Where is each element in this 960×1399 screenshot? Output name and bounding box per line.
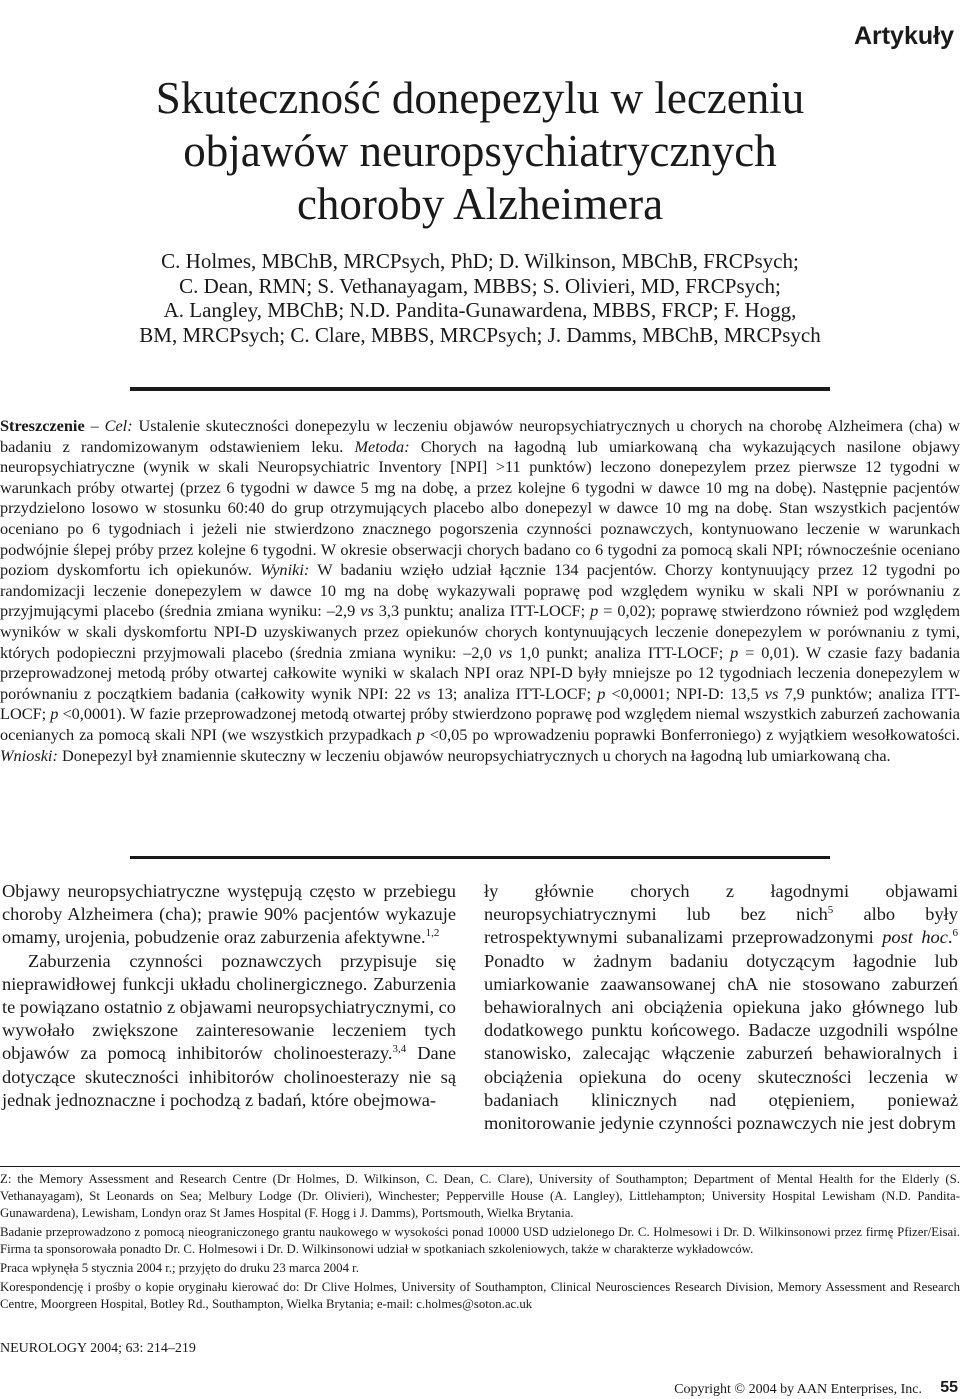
footnote-funding: Badanie przeprowadzono z pomocą nieograniczonego grantu naukowego w wysokości ponad 10000 USD udzielonego Dr. C. Holmesowi i Dr. D. Wilkinsonowi przez firmę Pfizer/Eisai. Firma ta sponsorowała ponadto Dr. C. Holmesowi i Dr. D. Wilkinsonowi udział w spotkaniach szkoleniowych, także w charakterze wykładowców. <box>0 1225 960 1256</box>
results-text: <0,0001). W fazie przeprowadzonej metodą otwartej próby stwierdzono poprawę pod względem niemal wszystkich zaburzeń zachowania ocenianych za pomocą skali NPI (we wszystkich przypadkach <box>0 704 960 744</box>
results-text: 1,0 punkt; analiza ITT-LOCF; <box>512 642 731 662</box>
author-line: BM, MRCPsych; C. Clare, MBBS, MRCPsych; J. Damms, MBChB, MRCPsych <box>139 322 821 347</box>
results-text: 13; analiza ITT-LOCF; <box>430 683 598 703</box>
author-line: C. Dean, RMN; S. Vethanayagam, MBBS; S. Olivieri, MD, FRCPsych; <box>179 273 781 298</box>
body-paragraph <box>2 880 456 950</box>
body-column-left <box>2 880 456 1112</box>
p-italic: p <box>730 642 739 662</box>
title-line: objawów neuropsychiatrycznych <box>183 126 777 176</box>
author-list <box>60 249 900 347</box>
p-italic: p <box>597 683 606 703</box>
aim-text: Ustalenie skuteczności donepezylu w leczeniu objawów neuropsychiatrycznych u chorych na chorobę Alzheimera (cha) w badaniu z randomizowanym odstawieniem leku. <box>0 416 960 456</box>
p-italic: p <box>416 724 425 744</box>
reference-mark[interactable]: 3,4 <box>392 1043 407 1056</box>
body-text: ły głównie chorych z łagodnymi objawami neuropsychiatrycznymi lub bez nich <box>484 881 958 925</box>
conclusions-text: Donepezyl był znamiennie skuteczny w leczeniu objawów neuropsychiatrycznych u chorych na łagodną lub umiarkowaną cha. <box>57 745 891 765</box>
method-text: Chorych na łagodną lub umiarkowaną cha wykazujących nasilone objawy neuropsychiatryczne (wynik w skali Neuropsychiatric Inventory [NPI] >11 punktów) leczono donepezylem przez pierwsze 12 tygodni w warunkach próby otwartej (przez 6 tygodni w dawce 5 mg na dobę, a przez kolejne 6 tygodni w dawce 10 mg na dobę). Następnie pacjentów przydzielono losowo w stosunku 60:40 do grup otrzymujących placebo albo donepezyl w dawce 10 mg na dobę. Stan wszystkich pacjentów oceniano po 6 tygodniach i jeżeli nie stwierdzono znacznego pogorszenia czynności poznawczych, kontynuowano leczenie w warunkach podwójnie ślepej próby przez kolejne 6 tygodni. W okresie obserwacji chorych badano co 6 tygodni za pomocą skali NPI; równocześnie oceniano poziom dyskomfortu ich opiekunów. <box>0 436 960 580</box>
footnote-affiliations: Z: the Memory Assessment and Research Centre (Dr Holmes, D. Wilkinson, C. Dean, C. Clare), University of Southampton; Department of Mental Health for the Elderly (S. Vethanayagam), St Leonards on Sea; Melbury Lodge (Dr. Olivieri), Winchester; Pepperville House (A. Langley), Littlehampton; University Hospital Lewisham (N.D. Pandita-Gunawardena), Lewisham, Londyn oraz St James Hospital (F. Hogg i J. Damms), Portsmouth, Wielka Brytania. <box>0 1172 960 1220</box>
copyright-notice: Copyright © 2004 by AAN Enterprises, Inc. <box>674 1382 922 1397</box>
body-text: Objawy neuropsychiatryczne występują często w przebiegu choroby Alzheimera (cha); prawie 90% pacjentów wykazuje omamy, urojenia, pobudzenie oraz zaburzenia afektywne. <box>2 881 456 948</box>
body-italic: post hoc <box>882 927 948 948</box>
author-line: A. Langley, MBChB; N.D. Pandita-Gunawardena, MBBS, FRCP; F. Hogg, <box>163 298 797 322</box>
method-label: Metoda: <box>354 436 410 456</box>
footnote-dates: Praca wpłynęła 5 stycznia 2004 r.; przyjęto do druku 23 marca 2004 r. <box>0 1261 359 1275</box>
results-text: 7,9 punktów; analiza ITT-LOCF; <box>0 683 960 724</box>
title-line: Skuteczność donepezylu w leczeniu <box>155 73 805 123</box>
results-text: <0,0001; NPI-D: 13,5 <box>605 683 765 703</box>
footnotes <box>0 1171 960 1315</box>
divider-bottom <box>130 856 830 859</box>
body-text: Zaburzenia czynności poznawczych przypisuje się nieprawidłowej funkcji układu cholinergicznego. Zaburzenia te powiązano ostatnio z objawami neuropsychiatrycznymi, co wywołało zwiększone zainteresowanie leczeniem tych objawów za pomocą inhibitorów cholinoesterazy. <box>2 950 457 1064</box>
body-paragraph <box>484 880 958 1135</box>
author-line: C. Holmes, MBChB, MRCPsych, PhD; D. Wilkinson, MBChB, FRCPsych; <box>161 249 799 273</box>
title-line: choroby Alzheimera <box>296 179 664 229</box>
vs-italic: vs <box>498 642 513 662</box>
abstract: Streszczenie – Cel: Ustalenie skuteczności donepezylu w leczeniu objawów neuropsychiatrycznych u chorych na chorobę Alzheimera (cha) w badaniu z randomizowanym odstawieniem leku. Metoda: Chorych na łagodną lub umiarkowaną cha wykazujących nasilone objawy neuropsychiatryczne (wynik w skali Neuropsychiatric Inventory [NPI] >11 punktów) leczono donepezylem przez pierwsze 12 tygodni w warunkach próby otwartej (przez 6 tygodni w dawce 5 mg na dobę, a przez kolejne 6 tygodni w dawce 10 mg na dobę). Następnie pacjentów przydzielono losowo w stosunku 60:40 do grup otrzymujących placebo albo donepezyl w dawce 10 mg na dobę. Stan wszystkich pacjentów oceniano po 6 tygodniach i jeżeli nie stwierdzono znacznego pogorszenia czynności poznawczych, kontynuowano leczenie w warunkach podwójnie ślepej próby przez kolejne 6 tygodni. W okresie obserwacji chorych badano co 6 tygodni za pomocą skali NPI; równocześnie oceniano poziom dyskomfortu ich opiekunów. Wyniki: W badaniu wzięło udział łącznie 134 pacjentów. Chorzy kontynuujący przez 12 tygodni po randomizacji leczenie donepezylem w dawce 10 mg na dobę wykazywali poprawę pod względem wyniku w skali NPI w porównaniu z przyjmującymi placebo (średnia zmiana wyniku: –2,9 vs 3,3 punktu; analiza ITT-LOCF; p = 0,02); poprawę stwierdzono również pod względem wyników w skali dyskomfortu NPI-D uzyskiwanych przez opiekunów chorych kontynuujących leczenie donepezylem w porównaniu z tymi, których podopieczni przyjmowali placebo (średnia zmiana wyniku: –2,0 vs 1,0 punkt; analiza ITT-LOCF; p = 0,01). W czasie fazy badania przeprowadzonej metodą próby otwartej całkowite wyniki w skalach NPI oraz NPI-D były mniejsze po 12 tygodniach leczenia donepezylem w porównaniu z początkiem badania (całkowity wynik NPI: 22 vs 13; analiza ITT-LOCF; p <0,0001; NPI-D: 13,5 vs 7,9 punktów; analiza ITT-LOCF; p <0,0001). W fazie przeprowadzonej metodą otwartej próby stwierdzono poprawę pod względem niemal wszystkich zaburzeń zachowania ocenianych za pomocą skali NPI (we wszystkich przypadkach p <0,05 po wprowadzeniu poprawki Bonferroniego) z wyjątkiem wesołkowatości. Wnioski: Donepezyl był znamiennie skuteczny w leczeniu objawów neuropsychiatrycznych u chorych na łagodną lub umiarkowaną cha. <box>0 416 960 765</box>
section-label: Artykuły <box>853 22 954 50</box>
results-text: = 0,01). W czasie fazy badania przeprowadzonej metodą próby otwartej całkowite wyniki w skalach NPI oraz NPI-D były mniejsze po 12 tygodniach leczenia donepezylem w porównaniu z początkiem badania (całkowity wynik NPI: 22 <box>0 642 960 703</box>
aim-label: Cel: <box>104 416 133 435</box>
body-paragraph <box>2 950 456 1112</box>
footnote-divider <box>0 1166 960 1167</box>
body-text: albo były retrospektywnymi subanalizami przeprowadzonymi <box>484 904 958 948</box>
page-number: 55 <box>940 1379 958 1396</box>
reference-mark[interactable]: 1,2 <box>425 927 440 940</box>
results-label: Wyniki: <box>260 560 310 580</box>
body-text: Dane dotyczące skuteczności inhibitorów cholinoesterazy nie są jednak jednoznaczne i pochodzą z badań, które obejmowa- <box>2 1043 456 1110</box>
footnote-correspondence: Korespondencję i prośby o kopie oryginału kierować do: Dr Clive Holmes, University of Southampton, Clinical Neurosciences Research Division, Memory Assessment and Research Centre, Moorgreen Hospital, Botley Rd., Southampton, Wielka Brytania; e-mail: c.holmes@soton.ac.uk <box>0 1280 960 1311</box>
body-text: Ponadto w żadnym badaniu dotyczącym łagodnie lub umiarkowanie zaawansowanej chA nie stosowano zaburzeń behawioralnych ani obciążenia opiekuna jako głównego lub dodatkowego punktu końcowego. Badacze uzgodnili wspólne stanowisko, zalecając włączenie zaburzeń behawioralnych i obciążenia opiekuna do oceny skuteczności leczenia w badaniach klinicznych nad otępieniem, ponieważ monitorowanie jedynie czynności poznawczych nie jest dobrym <box>484 950 958 1134</box>
journal-reference: NEUROLOGY 2004; 63: 214–219 <box>0 1341 196 1356</box>
vs-italic: vs <box>764 683 779 703</box>
body-column-right <box>484 880 958 1135</box>
vs-italic: vs <box>360 601 374 621</box>
vs-italic: vs <box>416 683 431 703</box>
results-text: <0,05 po wprowadzeniu poprawki Bonferroniego) z wyjątkiem wesołkowatości. <box>424 724 960 744</box>
results-text: 3,3 punktu; analiza ITT-LOCF; <box>373 601 591 621</box>
body-text: . <box>947 927 953 948</box>
reference-mark[interactable]: 6 <box>952 927 958 940</box>
conclusions-label: Wnioski: <box>0 745 58 765</box>
divider-top <box>130 387 830 391</box>
results-text: W badaniu wzięło udział łącznie 134 pacjentów. Chorzy kontynuujący przez 12 tygodni po randomizacji leczenie donepezylem w dawce 10 mg na dobę wykazywali poprawę pod względem wyniku w skali NPI w porównaniu z przyjmującymi placebo (średnia zmiana wyniku: –2,9 <box>0 560 960 621</box>
results-text: = 0,02); poprawę stwierdzono również pod względem wyników w skali dyskomfortu NPI-D uzyskiwanych przez opiekunów chorych kontynuujących leczenie donepezylem w porównaniu z tymi, których podopieczni przyjmowali placebo (średnia zmiana wyniku: –2,0 <box>0 601 960 662</box>
reference-mark[interactable]: 5 <box>827 904 834 917</box>
article-title <box>40 72 920 231</box>
abstract-heading: Streszczenie <box>0 416 85 435</box>
p-italic: p <box>50 704 59 724</box>
p-italic: p <box>590 601 599 621</box>
